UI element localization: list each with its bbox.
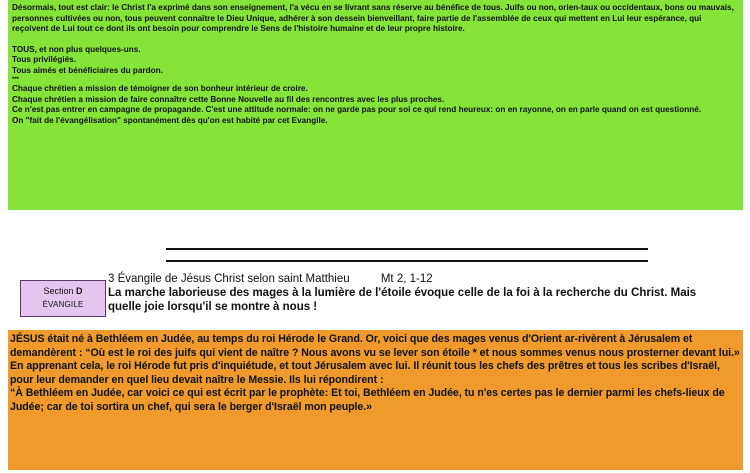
gospel-reference: Mt 2, 1-12 — [380, 273, 433, 285]
intro-separator: *** — [12, 77, 20, 83]
intro-line-temoigner: Chaque chrétien a mission de témoigner de son bonheur intérieur de croire. — [12, 84, 308, 93]
intro-line-tous: TOUS, et non plus quelques-uns. — [12, 44, 141, 54]
intro-line-aimes: Tous aimés et bénéficiaires du pardon. — [12, 65, 163, 75]
section-label-box — [20, 280, 106, 317]
gospel-paragraph-3: “À Bethléem en Judée, car voici ce qui est écrit par le prophète: Et toi, Bethléem en Judée, tu n'es certes pas le dernier parmi les chefs-lieux de Judée; car de toi sortira un chef, qui sera le berger d'Israël mon peuple.» — [10, 387, 725, 413]
gospel-paragraph-2: En apprenant cela, le roi Hérode fut pris d'inquiétude, et tout Jérusalem avec lui. Il réunit tous les chefs des prêtres et tous les scribes d'Israël, pour leur demander en quel lieu devait naître le Messie. Ils lui répondirent : — [10, 360, 720, 386]
gospel-paragraph-1: JÉSUS était né à Bethléem en Judée, au temps du roi Hérode le Grand. Or, voici que des mages venus d'Orient ar-rivèrent à Jérusalem et demandèrent : “Où est le roi des juifs qui vient de naître ? Nous avons vu se lever son étoile * et nous sommes venus nous prosterner devant lui.» — [10, 333, 740, 359]
gospel-text — [10, 333, 743, 415]
gospel-description: La marche laborieuse des mages à la lumière de l'étoile évoque celle de la foi à la recherche du Christ. Mais quelle joie lorsqu'il se montre à nous ! — [108, 287, 697, 313]
gospel-header — [108, 272, 728, 314]
divider-line-bottom — [166, 260, 648, 262]
intro-line-privileges: Tous privilégiés. — [12, 55, 76, 64]
section-label: Section — [43, 286, 74, 296]
section-name: ÉVANGILE — [42, 300, 84, 309]
intro-paragraph: Désormais, tout est clair: le Christ l'a exprimé dans son enseignement, l'a vécu en se livrant sans réserve au bénéfice de tous. Juifs ou non, orien-taux ou occidentaux, bons ou mauvais, personnes cultivées ou non, tous peuvent connaître le Dieu Unique, adhérer à son dessein bienveillant, faire partie de l'assemblée de ceux qui mettent en Lui leur espérance, qui reçoivent de Lui tout ce dont ils ont besoin pour comprendre le Sens de l'histoire humaine et de leur propre histoire. — [12, 3, 734, 33]
intro-line-faire-connaitre: Chaque chrétien a mission de faire connaître cette Bonne Nouvelle au fil des rencontres avec les plus proches. — [12, 94, 445, 104]
gospel-title: 3 Évangile de Jésus Christ selon saint Matthieu — [108, 273, 350, 285]
divider-line-top — [166, 248, 648, 250]
intro-line-evangelisation: On "fait de l'évangélisation" spontanément dès qu'on est habité par cet Evangile. — [12, 115, 328, 125]
intro-line-propagande: Ce n'est pas entrer en campagne de propagande. C'est une attitude normale: on ne garde pas pour soi ce qui rend heureux: on en rayonne, on en parle quand on est questionné. — [12, 105, 702, 114]
section-letter: D — [76, 286, 83, 296]
intro-block — [12, 3, 737, 126]
